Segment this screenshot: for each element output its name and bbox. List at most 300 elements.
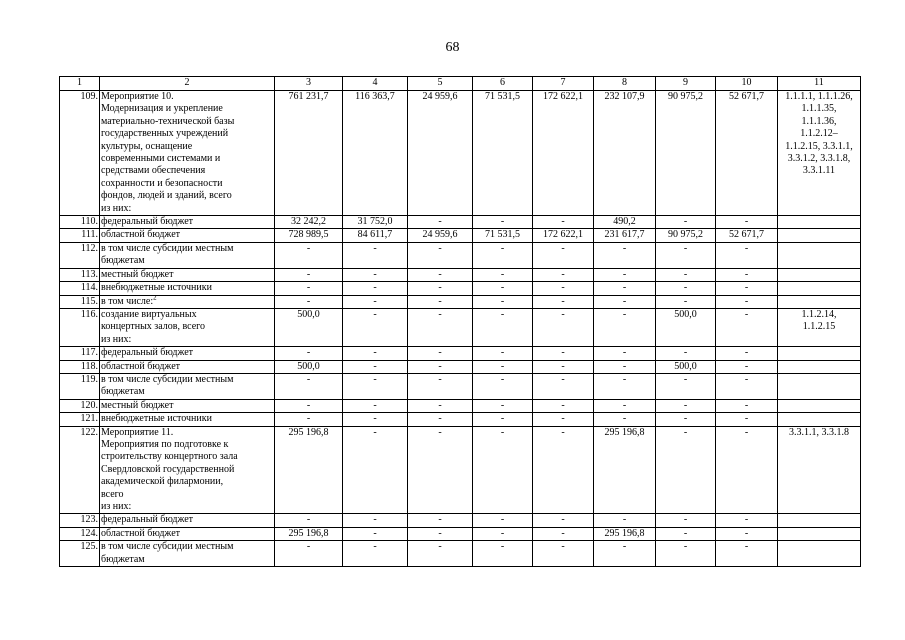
amount-cell: - bbox=[343, 527, 408, 540]
table-row bbox=[60, 91, 861, 216]
amount-cell: - bbox=[533, 268, 594, 281]
target-refs-cell bbox=[778, 347, 861, 360]
amount-cell: - bbox=[533, 360, 594, 373]
amount-cell: 116 363,7 bbox=[343, 91, 408, 216]
amount-cell: - bbox=[533, 347, 594, 360]
row-label-text: материально-технической базы bbox=[101, 115, 235, 127]
row-number: 125. bbox=[60, 541, 100, 567]
row-label-text: Модернизация и укрепление bbox=[101, 103, 223, 115]
amount-cell: 71 531,5 bbox=[473, 229, 533, 242]
table-row bbox=[60, 242, 861, 268]
column-header: 2 bbox=[100, 77, 275, 91]
row-label-text: средствами обеспечения bbox=[101, 165, 206, 177]
amount-cell: - bbox=[716, 514, 778, 527]
column-header: 10 bbox=[716, 77, 778, 91]
amount-cell: - bbox=[275, 399, 343, 412]
amount-cell: - bbox=[343, 242, 408, 268]
amount-cell: 52 671,7 bbox=[716, 229, 778, 242]
target-ref-line: 1.1.2.15, 3.3.1.1, bbox=[785, 140, 853, 152]
row-label bbox=[100, 242, 275, 268]
row-label-text: государственных учреждений bbox=[101, 128, 229, 140]
amount-cell: - bbox=[343, 426, 408, 514]
table-row bbox=[60, 347, 861, 360]
column-header: 7 bbox=[533, 77, 594, 91]
amount-cell: - bbox=[594, 541, 656, 567]
amount-cell: - bbox=[275, 347, 343, 360]
amount-cell: - bbox=[473, 426, 533, 514]
amount-cell: - bbox=[473, 373, 533, 399]
row-label-text: современными системами и bbox=[101, 153, 221, 165]
row-label bbox=[100, 541, 275, 567]
row-label-line bbox=[101, 243, 273, 255]
amount-cell: - bbox=[408, 426, 473, 514]
row-number: 114. bbox=[60, 282, 100, 295]
row-label-text: сохранности и безопасности bbox=[101, 177, 223, 189]
amount-cell: - bbox=[473, 413, 533, 426]
amount-cell: - bbox=[473, 268, 533, 281]
row-label bbox=[100, 308, 275, 346]
amount-cell: 52 671,7 bbox=[716, 91, 778, 216]
amount-cell: - bbox=[408, 216, 473, 229]
row-label bbox=[100, 360, 275, 373]
target-refs-cell bbox=[778, 268, 861, 281]
amount-cell: 172 622,1 bbox=[533, 91, 594, 216]
amount-cell: - bbox=[594, 242, 656, 268]
row-label bbox=[100, 347, 275, 360]
amount-cell: - bbox=[533, 308, 594, 346]
row-label-line bbox=[101, 178, 273, 190]
row-label-text: в том числе: bbox=[101, 295, 154, 307]
amount-cell: - bbox=[716, 360, 778, 373]
table-row bbox=[60, 399, 861, 412]
row-number: 123. bbox=[60, 514, 100, 527]
row-label-line bbox=[101, 413, 273, 425]
amount-cell: - bbox=[275, 373, 343, 399]
amount-cell: - bbox=[473, 347, 533, 360]
amount-cell: 295 196,8 bbox=[594, 527, 656, 540]
row-label-line bbox=[101, 321, 273, 333]
target-refs-cell bbox=[778, 308, 861, 346]
row-label bbox=[100, 514, 275, 527]
amount-cell: - bbox=[716, 268, 778, 281]
row-number: 122. bbox=[60, 426, 100, 514]
amount-cell: - bbox=[533, 514, 594, 527]
row-label-text: Мероприятие 11. bbox=[101, 426, 174, 438]
amount-cell: 71 531,5 bbox=[473, 91, 533, 216]
amount-cell: - bbox=[533, 216, 594, 229]
row-label-line bbox=[101, 153, 273, 165]
row-label-line bbox=[101, 451, 273, 463]
row-label-text: федеральный бюджет bbox=[101, 216, 194, 228]
amount-cell: - bbox=[473, 399, 533, 412]
target-refs-cell bbox=[778, 242, 861, 268]
target-ref-line: 3.3.1.11 bbox=[802, 165, 836, 177]
row-label-text: бюджетам bbox=[101, 255, 145, 267]
amount-cell: 90 975,2 bbox=[656, 91, 716, 216]
amount-cell: 500,0 bbox=[275, 308, 343, 346]
row-label-line bbox=[101, 255, 273, 267]
row-label-line bbox=[101, 282, 273, 294]
target-refs-cell bbox=[778, 360, 861, 373]
target-ref-line: 1.1.2.14, bbox=[801, 308, 837, 320]
amount-cell: - bbox=[716, 308, 778, 346]
amount-cell: 84 611,7 bbox=[343, 229, 408, 242]
column-header: 5 bbox=[408, 77, 473, 91]
amount-cell: - bbox=[533, 399, 594, 412]
table-row bbox=[60, 426, 861, 514]
amount-cell: - bbox=[716, 373, 778, 399]
amount-cell: - bbox=[343, 413, 408, 426]
amount-cell: - bbox=[716, 413, 778, 426]
target-ref-line: 3.3.1.1, 3.3.1.8 bbox=[789, 426, 849, 438]
amount-cell: - bbox=[473, 514, 533, 527]
row-label-line bbox=[101, 216, 273, 228]
table-row bbox=[60, 295, 861, 308]
target-refs-cell bbox=[778, 216, 861, 229]
amount-cell: - bbox=[594, 347, 656, 360]
amount-cell: - bbox=[275, 413, 343, 426]
amount-cell: - bbox=[473, 541, 533, 567]
row-label-text: из них: bbox=[101, 202, 132, 214]
amount-cell: - bbox=[275, 242, 343, 268]
row-label-text: всего bbox=[101, 488, 124, 500]
row-label-line bbox=[101, 347, 273, 359]
row-label-text: внебюджетные источники bbox=[101, 413, 212, 425]
amount-cell: - bbox=[343, 514, 408, 527]
amount-cell: - bbox=[716, 347, 778, 360]
row-label bbox=[100, 295, 275, 308]
amount-cell: - bbox=[473, 282, 533, 295]
column-header: 8 bbox=[594, 77, 656, 91]
row-label-text: областной бюджет bbox=[101, 527, 181, 539]
row-label-line bbox=[101, 476, 273, 488]
column-header: 1 bbox=[60, 77, 100, 91]
row-label-line bbox=[101, 400, 273, 412]
amount-cell: - bbox=[594, 360, 656, 373]
page-number: 68 bbox=[445, 40, 460, 55]
amount-cell: 231 617,7 bbox=[594, 229, 656, 242]
amount-cell: - bbox=[594, 373, 656, 399]
column-header: 4 bbox=[343, 77, 408, 91]
amount-cell: 232 107,9 bbox=[594, 91, 656, 216]
row-number: 117. bbox=[60, 347, 100, 360]
amount-cell: 500,0 bbox=[656, 360, 716, 373]
amount-cell: 295 196,8 bbox=[275, 426, 343, 514]
row-number: 118. bbox=[60, 360, 100, 373]
row-number: 115. bbox=[60, 295, 100, 308]
row-number: 110. bbox=[60, 216, 100, 229]
amount-cell: - bbox=[408, 242, 473, 268]
row-label-text: бюджетам bbox=[101, 553, 145, 565]
target-ref-line: 1.1.1.35, bbox=[801, 103, 837, 115]
amount-cell: 500,0 bbox=[656, 308, 716, 346]
amount-cell: 24 959,6 bbox=[408, 229, 473, 242]
row-label-text: местный бюджет bbox=[101, 268, 174, 280]
row-label bbox=[100, 426, 275, 514]
amount-cell: - bbox=[275, 514, 343, 527]
amount-cell: 24 959,6 bbox=[408, 91, 473, 216]
amount-cell: - bbox=[473, 295, 533, 308]
row-label-text: концертных залов, всего bbox=[101, 321, 206, 333]
row-number: 120. bbox=[60, 399, 100, 412]
row-label bbox=[100, 373, 275, 399]
row-label-line bbox=[101, 141, 273, 153]
row-label-line bbox=[101, 334, 273, 346]
amount-cell: - bbox=[656, 242, 716, 268]
table-row bbox=[60, 216, 861, 229]
target-refs-cell bbox=[778, 399, 861, 412]
amount-cell: - bbox=[533, 527, 594, 540]
amount-cell: - bbox=[408, 308, 473, 346]
amount-cell: - bbox=[656, 295, 716, 308]
amount-cell: - bbox=[594, 295, 656, 308]
amount-cell: - bbox=[716, 426, 778, 514]
amount-cell: - bbox=[343, 360, 408, 373]
table-row bbox=[60, 527, 861, 540]
amount-cell: - bbox=[656, 527, 716, 540]
row-label-line bbox=[101, 203, 273, 215]
amount-cell: - bbox=[533, 373, 594, 399]
amount-cell: - bbox=[408, 295, 473, 308]
row-label-line bbox=[101, 103, 273, 115]
amount-cell: 295 196,8 bbox=[594, 426, 656, 514]
amount-cell: 32 242,2 bbox=[275, 216, 343, 229]
row-label-line bbox=[101, 361, 273, 373]
amount-cell: - bbox=[594, 413, 656, 426]
amount-cell: - bbox=[594, 308, 656, 346]
amount-cell: - bbox=[408, 268, 473, 281]
amount-cell: - bbox=[408, 541, 473, 567]
table-row bbox=[60, 373, 861, 399]
amount-cell: - bbox=[656, 514, 716, 527]
amount-cell: - bbox=[343, 541, 408, 567]
amount-cell: - bbox=[594, 282, 656, 295]
target-ref-line: 1.1.2.15 bbox=[802, 321, 836, 333]
row-label-text: областной бюджет bbox=[101, 360, 181, 372]
row-label-line bbox=[101, 116, 273, 128]
row-label-text: бюджетам bbox=[101, 386, 145, 398]
amount-cell: - bbox=[656, 373, 716, 399]
column-header: 6 bbox=[473, 77, 533, 91]
amount-cell: - bbox=[408, 413, 473, 426]
amount-cell: - bbox=[473, 216, 533, 229]
row-label bbox=[100, 229, 275, 242]
row-number: 113. bbox=[60, 268, 100, 281]
row-label-line bbox=[101, 165, 273, 177]
row-label-text: из них: bbox=[101, 333, 132, 345]
row-label-line bbox=[101, 464, 273, 476]
row-label-line bbox=[101, 374, 273, 386]
row-label-text: внебюджетные источники bbox=[101, 282, 212, 294]
row-label bbox=[100, 91, 275, 216]
row-label bbox=[100, 399, 275, 412]
table-row bbox=[60, 229, 861, 242]
row-label bbox=[100, 282, 275, 295]
footnote-marker: 2 bbox=[153, 295, 157, 302]
amount-cell: - bbox=[343, 268, 408, 281]
budget-table bbox=[59, 76, 861, 567]
column-header: 3 bbox=[275, 77, 343, 91]
row-label-text: строительству концертного зала bbox=[101, 451, 238, 463]
amount-cell: - bbox=[408, 399, 473, 412]
table-row bbox=[60, 541, 861, 567]
row-label-text: фондов, людей и зданий, всего bbox=[101, 190, 232, 202]
amount-cell: - bbox=[473, 308, 533, 346]
row-number: 119. bbox=[60, 373, 100, 399]
target-ref-line: 1.1.2.12– bbox=[800, 128, 838, 140]
amount-cell: 500,0 bbox=[275, 360, 343, 373]
row-label-line bbox=[101, 501, 273, 513]
target-refs-cell bbox=[778, 295, 861, 308]
amount-cell: 761 231,7 bbox=[275, 91, 343, 216]
amount-cell: - bbox=[656, 282, 716, 295]
row-label-text: культуры, оснащение bbox=[101, 140, 193, 152]
row-label-text: местный бюджет bbox=[101, 399, 174, 411]
table-body bbox=[60, 77, 861, 567]
row-label-text: в том числе субсидии местным bbox=[101, 242, 234, 254]
table-row bbox=[60, 360, 861, 373]
amount-cell: - bbox=[656, 413, 716, 426]
row-label-line bbox=[101, 554, 273, 566]
row-label-line bbox=[101, 296, 273, 308]
table-row bbox=[60, 282, 861, 295]
row-label-line bbox=[101, 309, 273, 321]
row-label-line bbox=[101, 541, 273, 553]
amount-cell: - bbox=[656, 541, 716, 567]
amount-cell: - bbox=[533, 426, 594, 514]
row-label-line bbox=[101, 439, 273, 451]
amount-cell: - bbox=[594, 268, 656, 281]
amount-cell: - bbox=[533, 541, 594, 567]
row-number: 111. bbox=[60, 229, 100, 242]
row-label bbox=[100, 268, 275, 281]
row-label-text: федеральный бюджет bbox=[101, 347, 194, 359]
amount-cell: - bbox=[275, 268, 343, 281]
row-label-line bbox=[101, 91, 273, 103]
amount-cell: - bbox=[473, 242, 533, 268]
row-label-text: областной бюджет bbox=[101, 229, 181, 241]
amount-cell: - bbox=[716, 527, 778, 540]
row-label-line bbox=[101, 514, 273, 526]
amount-cell: - bbox=[408, 527, 473, 540]
row-label bbox=[100, 216, 275, 229]
amount-cell: - bbox=[408, 282, 473, 295]
row-label-line bbox=[101, 386, 273, 398]
amount-cell: - bbox=[408, 514, 473, 527]
row-label-line bbox=[101, 528, 273, 540]
amount-cell: - bbox=[533, 282, 594, 295]
amount-cell: - bbox=[408, 373, 473, 399]
amount-cell: 295 196,8 bbox=[275, 527, 343, 540]
row-label-text: из них: bbox=[101, 501, 132, 512]
row-number: 109. bbox=[60, 91, 100, 216]
target-ref-line: 1.1.1.1, 1.1.1.26, bbox=[785, 91, 853, 102]
amount-cell: - bbox=[473, 527, 533, 540]
row-label bbox=[100, 527, 275, 540]
target-refs-cell bbox=[778, 527, 861, 540]
amount-cell: - bbox=[656, 347, 716, 360]
row-label-text: в том числе субсидии местным bbox=[101, 373, 234, 385]
column-header: 11 bbox=[778, 77, 861, 91]
table-row bbox=[60, 308, 861, 346]
row-label bbox=[100, 413, 275, 426]
amount-cell: - bbox=[533, 413, 594, 426]
amount-cell: - bbox=[275, 295, 343, 308]
amount-cell: - bbox=[343, 282, 408, 295]
amount-cell: 31 752,0 bbox=[343, 216, 408, 229]
amount-cell: 90 975,2 bbox=[656, 229, 716, 242]
amount-cell: - bbox=[656, 268, 716, 281]
table-row bbox=[60, 514, 861, 527]
header-row bbox=[60, 77, 861, 91]
table-row bbox=[60, 413, 861, 426]
target-refs-cell bbox=[778, 426, 861, 514]
row-number: 121. bbox=[60, 413, 100, 426]
amount-cell: - bbox=[473, 360, 533, 373]
amount-cell: - bbox=[275, 541, 343, 567]
amount-cell: - bbox=[656, 399, 716, 412]
amount-cell: - bbox=[275, 282, 343, 295]
target-refs-cell bbox=[778, 91, 861, 216]
target-refs-cell bbox=[778, 514, 861, 527]
amount-cell: - bbox=[716, 541, 778, 567]
amount-cell: 172 622,1 bbox=[533, 229, 594, 242]
amount-cell: - bbox=[716, 295, 778, 308]
amount-cell: - bbox=[716, 399, 778, 412]
row-label-line bbox=[101, 229, 273, 241]
row-label-line bbox=[101, 427, 273, 439]
row-number: 116. bbox=[60, 308, 100, 346]
row-label-text: Свердловской государственной bbox=[101, 463, 235, 475]
row-label-text: Мероприятия по подготовке к bbox=[101, 438, 229, 450]
target-ref-line: 1.1.1.36, bbox=[801, 115, 837, 127]
row-label-line bbox=[101, 128, 273, 140]
amount-cell: - bbox=[594, 399, 656, 412]
amount-cell: - bbox=[656, 216, 716, 229]
amount-cell: - bbox=[716, 242, 778, 268]
row-label-line bbox=[101, 269, 273, 281]
row-number: 124. bbox=[60, 527, 100, 540]
target-refs-cell bbox=[778, 282, 861, 295]
target-refs-cell bbox=[778, 413, 861, 426]
amount-cell: - bbox=[343, 347, 408, 360]
row-label-text: федеральный бюджет bbox=[101, 514, 194, 526]
row-label-text: в том числе субсидии местным bbox=[101, 541, 234, 553]
target-refs-cell bbox=[778, 541, 861, 567]
amount-cell: - bbox=[533, 295, 594, 308]
amount-cell: - bbox=[716, 216, 778, 229]
amount-cell: - bbox=[343, 308, 408, 346]
column-header: 9 bbox=[656, 77, 716, 91]
amount-cell: - bbox=[408, 347, 473, 360]
target-ref-line: 3.3.1.2, 3.3.1.8, bbox=[787, 153, 851, 165]
amount-cell: - bbox=[343, 399, 408, 412]
amount-cell: 728 989,5 bbox=[275, 229, 343, 242]
amount-cell: - bbox=[594, 514, 656, 527]
amount-cell: - bbox=[533, 242, 594, 268]
amount-cell: - bbox=[656, 426, 716, 514]
target-refs-cell bbox=[778, 229, 861, 242]
amount-cell: - bbox=[408, 360, 473, 373]
row-number: 112. bbox=[60, 242, 100, 268]
amount-cell: - bbox=[343, 295, 408, 308]
table-row bbox=[60, 268, 861, 281]
amount-cell: - bbox=[343, 373, 408, 399]
row-label-line bbox=[101, 489, 273, 501]
row-label-text: академической филармонии, bbox=[101, 476, 224, 488]
target-refs-cell bbox=[778, 373, 861, 399]
row-label-line bbox=[101, 190, 273, 202]
